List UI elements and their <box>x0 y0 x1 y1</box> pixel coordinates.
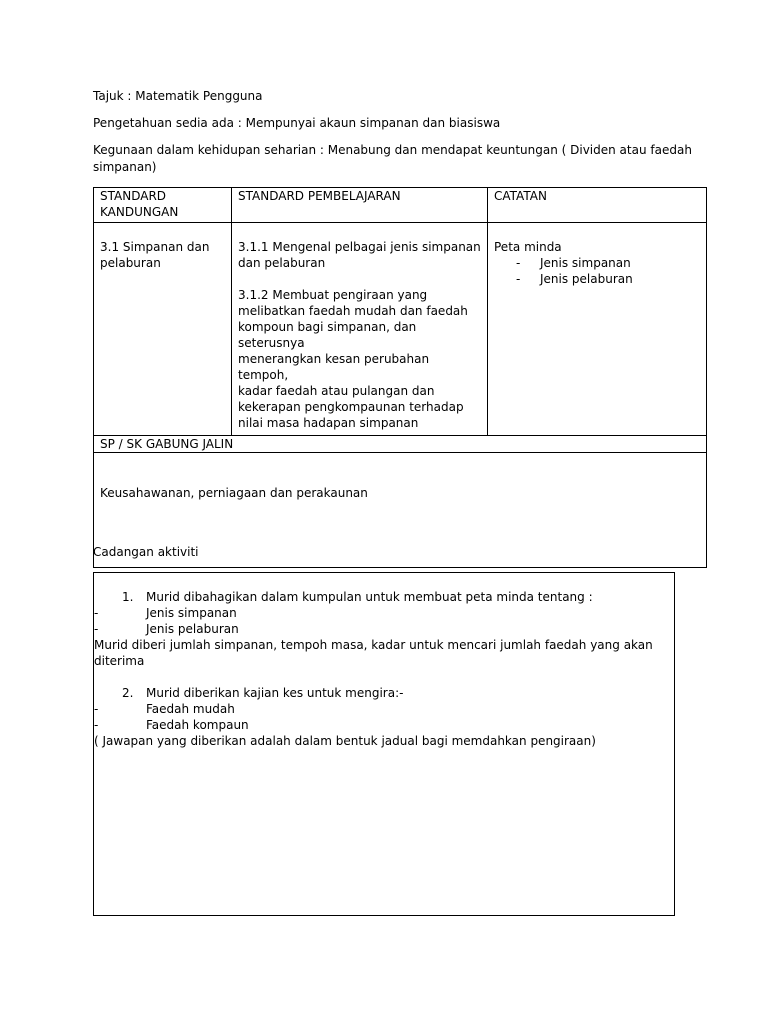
pembelajaran-2-line: nilai masa hadapan simpanan <box>238 416 419 430</box>
table-row <box>94 223 707 436</box>
dash-bullet: - <box>94 718 99 732</box>
gabung-header-row <box>94 436 707 453</box>
activities-box <box>93 572 675 916</box>
pembelajaran-2-line: melibatkan faedah mudah dan faedah <box>238 304 468 318</box>
header-standard-pembelajaran: STANDARD PEMBELAJARAN <box>232 188 488 223</box>
kandungan-line1: 3.1 Simpanan dan <box>100 240 210 254</box>
dash-bullet: - <box>94 702 99 716</box>
lesson-table <box>93 187 707 568</box>
cell-catatan <box>488 223 707 436</box>
list-item <box>94 621 662 637</box>
activity-text: Murid dibahagikan dalam kumpulan untuk membuat peta minda tentang : <box>146 590 593 604</box>
activities-label: Cadangan aktiviti <box>93 545 199 559</box>
pembelajaran-2-line: kompoun bagi simpanan, dan seterusnya <box>238 320 417 350</box>
kandungan-line2: pelaburan <box>100 256 161 270</box>
header-catatan: CATATAN <box>488 188 707 223</box>
activity-note: ( Jawapan yang diberikan adalah dalam bentuk jadual bagi memdahkan pengiraan) <box>94 734 596 748</box>
list-item <box>516 271 700 287</box>
usage-line-2: simpanan) <box>93 160 157 174</box>
activities-content <box>94 589 662 749</box>
pembelajaran-2-line: kekerapan pengkompaunan terhadap <box>238 400 464 414</box>
header-standard-kandungan <box>94 188 232 223</box>
table-header-row <box>94 188 707 223</box>
catatan-list <box>494 255 700 287</box>
list-item <box>94 717 662 733</box>
header-kandungan-line1: STANDARD <box>100 189 167 203</box>
pembelajaran-2-line: kadar faedah atau pulangan dan <box>238 384 435 398</box>
prior-knowledge: Pengetahuan sedia ada : Mempunyai akaun simpanan dan biasiswa <box>93 116 501 130</box>
pembelajaran-1-line1: 3.1.1 Mengenal pelbagai jenis simpanan <box>238 240 481 254</box>
pembelajaran-2-line: menerangkan kesan perubahan tempoh, <box>238 352 430 382</box>
dash-bullet: - <box>516 272 521 286</box>
activity-note-line2: diterima <box>94 654 145 668</box>
activity-number: 1. <box>122 590 134 604</box>
list-item-label: Jenis pelaburan <box>540 272 633 286</box>
activity-number: 2. <box>122 686 134 700</box>
list-item <box>94 701 662 717</box>
list-item-label: Jenis simpanan <box>146 606 237 620</box>
gabung-value: Keusahawanan, perniagaan dan perakaunan <box>100 486 368 500</box>
list-item <box>516 255 700 271</box>
cell-pembelajaran <box>232 223 488 436</box>
pembelajaran-2-line: 3.1.2 Membuat pengiraan yang <box>238 288 428 302</box>
pembelajaran-1-line2: dan pelaburan <box>238 256 326 270</box>
cell-kandungan <box>94 223 232 436</box>
activity-item-1 <box>122 589 662 605</box>
header-kandungan-line2: KANDUNGAN <box>100 205 179 219</box>
list-item-label: Jenis pelaburan <box>146 622 239 636</box>
dash-bullet: - <box>94 622 99 636</box>
page-title: Tajuk : Matematik Pengguna <box>93 89 263 103</box>
gabung-header: SP / SK GABUNG JALIN <box>94 436 707 453</box>
activity-text: Murid diberikan kajian kes untuk mengira:- <box>146 686 404 700</box>
catatan-title: Peta minda <box>494 240 562 254</box>
dash-bullet: - <box>516 256 521 270</box>
list-item-label: Faedah mudah <box>146 702 235 716</box>
activity-item-2 <box>122 685 662 701</box>
usage-line-1: Kegunaan dalam kehidupan seharian : Menabung dan mendapat keuntungan ( Dividen atau faedah <box>93 143 692 157</box>
activity-note-line1: Murid diberi jumlah simpanan, tempoh masa, kadar untuk mencari jumlah faedah yang akan <box>94 638 653 652</box>
list-item-label: Jenis simpanan <box>540 256 631 270</box>
dash-bullet: - <box>94 606 99 620</box>
list-item-label: Faedah kompaun <box>146 718 249 732</box>
list-item <box>94 605 662 621</box>
